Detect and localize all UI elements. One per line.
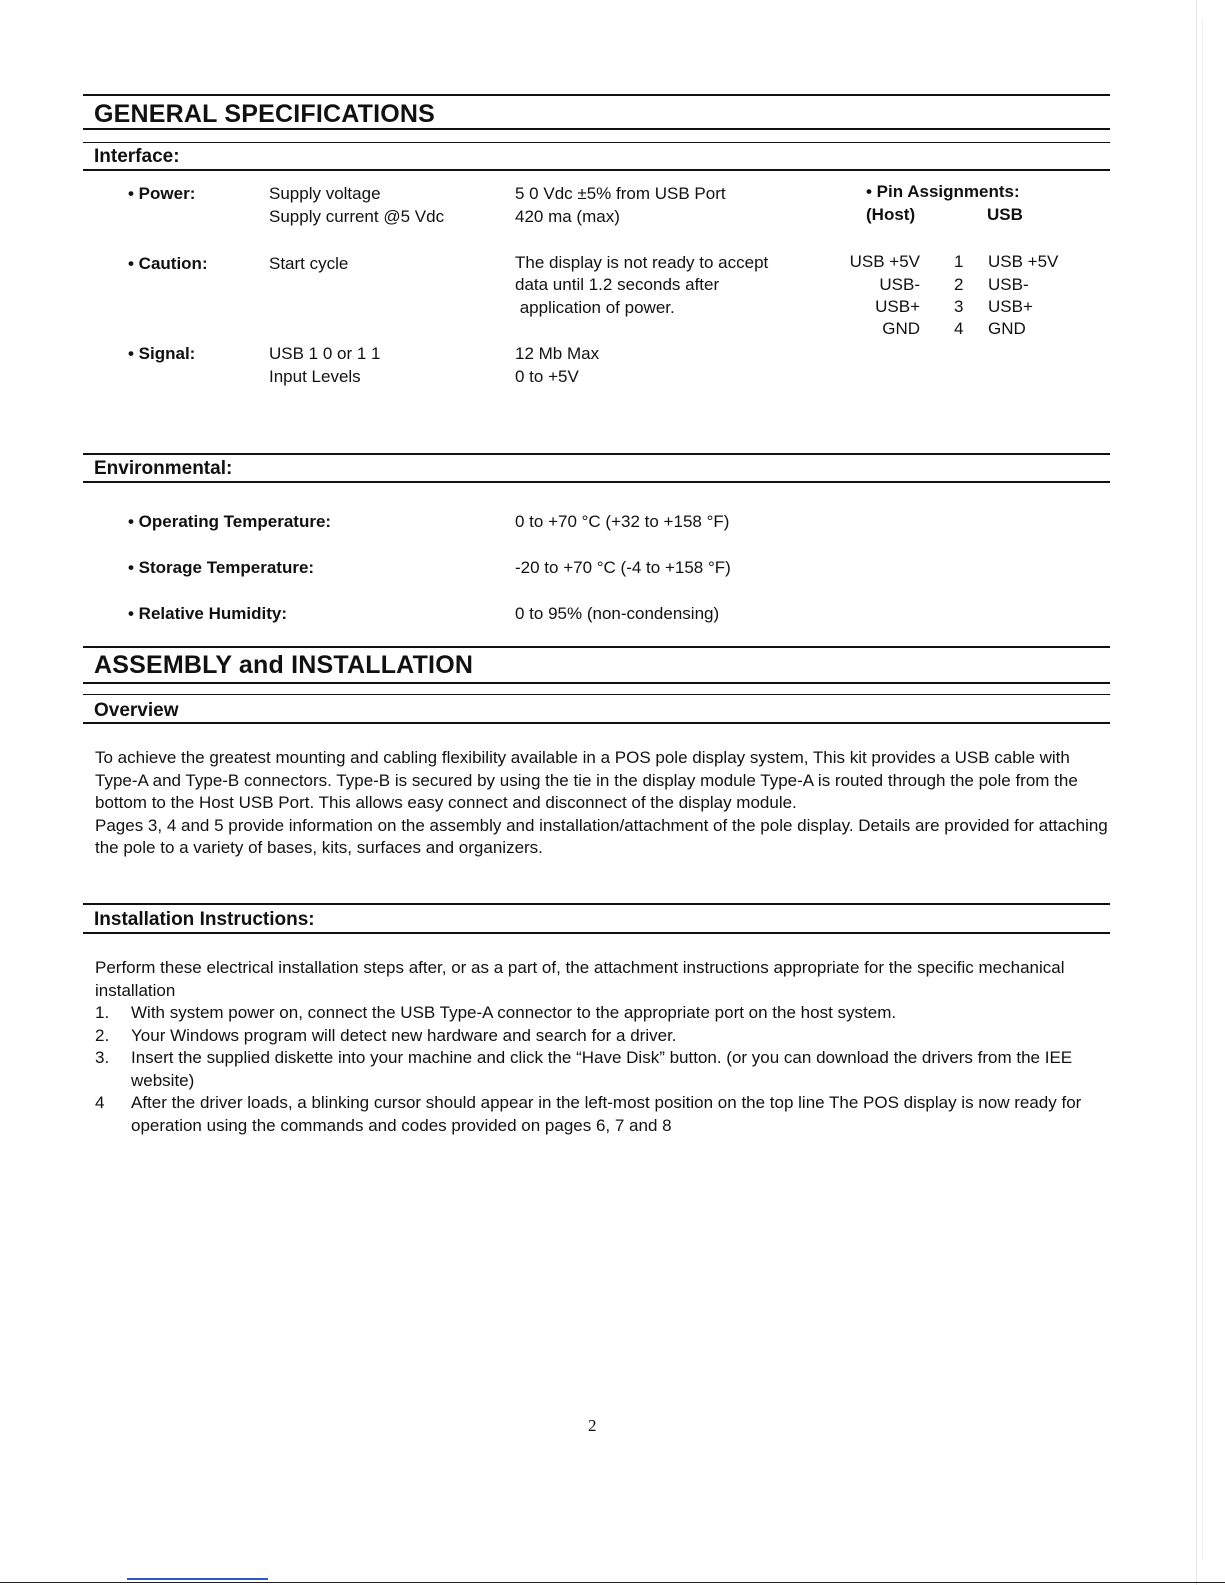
list-item [95, 1092, 1110, 1137]
overview-text [95, 747, 1110, 860]
env-label: • Storage Temperature: [128, 558, 315, 577]
pin-assignments-title: • Pin Assignments: [866, 182, 1020, 201]
spec-value: application of power. [515, 298, 675, 317]
spec-value: data until 1.2 seconds after [515, 275, 720, 294]
pin-usb: USB- [988, 275, 1029, 294]
subsection-top-rule [83, 694, 1110, 695]
pin-host: USB- [879, 275, 920, 294]
step-number: 3. [95, 1048, 110, 1067]
step-text: After the driver loads, a blinking cursor should appear in the left-most position on the top line The POS display is now ready for operation using the commands and codes provided on pages 6, 7 and 8 [131, 1093, 1082, 1135]
installation-intro: Perform these electrical installation steps after, or as a part of, the attachment instructions appropriate for the specific mechanical installation [95, 958, 1065, 1000]
page-bottom-tab [127, 1578, 268, 1580]
spec-param: Input Levels [269, 367, 361, 386]
subsection-heading-environmental: Environmental: [94, 458, 233, 479]
list-item [95, 1025, 1110, 1048]
pin-number: 4 [954, 319, 964, 338]
spec-label-signal: • Signal: [128, 344, 196, 363]
section-top-rule [83, 94, 1110, 96]
pin-number: 2 [954, 275, 964, 294]
overview-paragraph: To achieve the greatest mounting and cabling flexibility available in a POS pole display system, This kit provides a USB cable with Type-A and Type-B connectors. Type-B is secured by using the tie in the display module Type-A is routed through the pole from the bottom to the Host USB Port. This allows easy connect and disconnect of the display module. [95, 748, 1078, 812]
spec-value: 420 ma (max) [515, 207, 620, 226]
installation-steps [95, 1002, 1110, 1137]
env-label: • Relative Humidity: [128, 604, 287, 623]
spec-value: 0 to +5V [515, 367, 579, 386]
pin-number: 1 [954, 252, 964, 271]
scan-edge-line [1196, 0, 1197, 1585]
subsection-top-rule [83, 453, 1110, 455]
subsection-top-rule [83, 142, 1110, 143]
section-title-assembly-installation: ASSEMBLY and INSTALLATION [94, 651, 474, 679]
list-item [95, 1047, 1110, 1092]
pin-usb: USB+ [988, 297, 1033, 316]
pin-number: 3 [954, 297, 964, 316]
step-text: With system power on, connect the USB Type-A connector to the appropriate port on the host system. [131, 1003, 897, 1022]
page-bottom-edge [0, 1582, 1225, 1583]
pin-host: GND [882, 319, 920, 338]
step-number: 1. [95, 1003, 110, 1022]
spec-param: Start cycle [269, 254, 349, 273]
pin-host: USB+ [875, 297, 920, 316]
env-value: -20 to +70 °C (-4 to +158 °F) [515, 558, 731, 577]
step-text: Your Windows program will detect new hardware and search for a driver. [131, 1025, 677, 1045]
pin-column-host: (Host) [866, 205, 916, 224]
spec-label-caution: • Caution: [128, 254, 208, 273]
subsection-top-rule [83, 903, 1110, 905]
subsection-bottom-rule [83, 481, 1110, 483]
spec-param: Supply current @5 Vdc [269, 207, 445, 226]
spec-label-power: • Power: [128, 184, 196, 203]
section-top-rule [83, 646, 1110, 648]
subsection-heading-interface: Interface: [94, 146, 180, 167]
env-label: • Operating Temperature: [128, 512, 332, 531]
pin-host: USB +5V [849, 252, 920, 271]
pin-usb: GND [988, 319, 1026, 338]
pin-column-usb: USB [987, 205, 1023, 224]
spec-value: The display is not ready to accept [515, 253, 769, 272]
section-bottom-rule [83, 128, 1110, 130]
spec-param: Supply voltage [269, 184, 381, 203]
env-value: 0 to 95% (non-condensing) [515, 604, 720, 623]
list-item [95, 1002, 1110, 1025]
pin-usb: USB +5V [988, 252, 1059, 271]
env-value: 0 to +70 °C (+32 to +158 °F) [515, 512, 730, 531]
spec-param: USB 1 0 or 1 1 [269, 344, 381, 363]
spec-value: 5 0 Vdc ±5% from USB Port [515, 184, 726, 203]
subsection-bottom-rule [83, 722, 1110, 724]
scan-edge-line [1202, 20, 1203, 1560]
subsection-bottom-rule [83, 169, 1110, 171]
step-number: 2. [95, 1025, 110, 1045]
spec-value: 12 Mb Max [515, 344, 600, 363]
subsection-heading-installation-instructions: Installation Instructions: [94, 909, 315, 930]
step-number: 4 [95, 1093, 105, 1112]
subsection-bottom-rule [83, 932, 1110, 934]
section-bottom-rule [83, 682, 1110, 684]
step-text: Insert the supplied diskette into your machine and click the “Have Disk” button. (or you can download the drivers from the IEE website) [131, 1048, 1073, 1090]
page-number: 2 [588, 1416, 597, 1435]
overview-paragraph: Pages 3, 4 and 5 provide information on the assembly and installation/attachment of the pole display. Details are provided for attaching the pole to a variety of bases, kits, surfaces and organizers. [95, 815, 1108, 857]
section-title-general-specifications: GENERAL SPECIFICATIONS [94, 100, 436, 128]
subsection-heading-overview: Overview [94, 700, 179, 721]
